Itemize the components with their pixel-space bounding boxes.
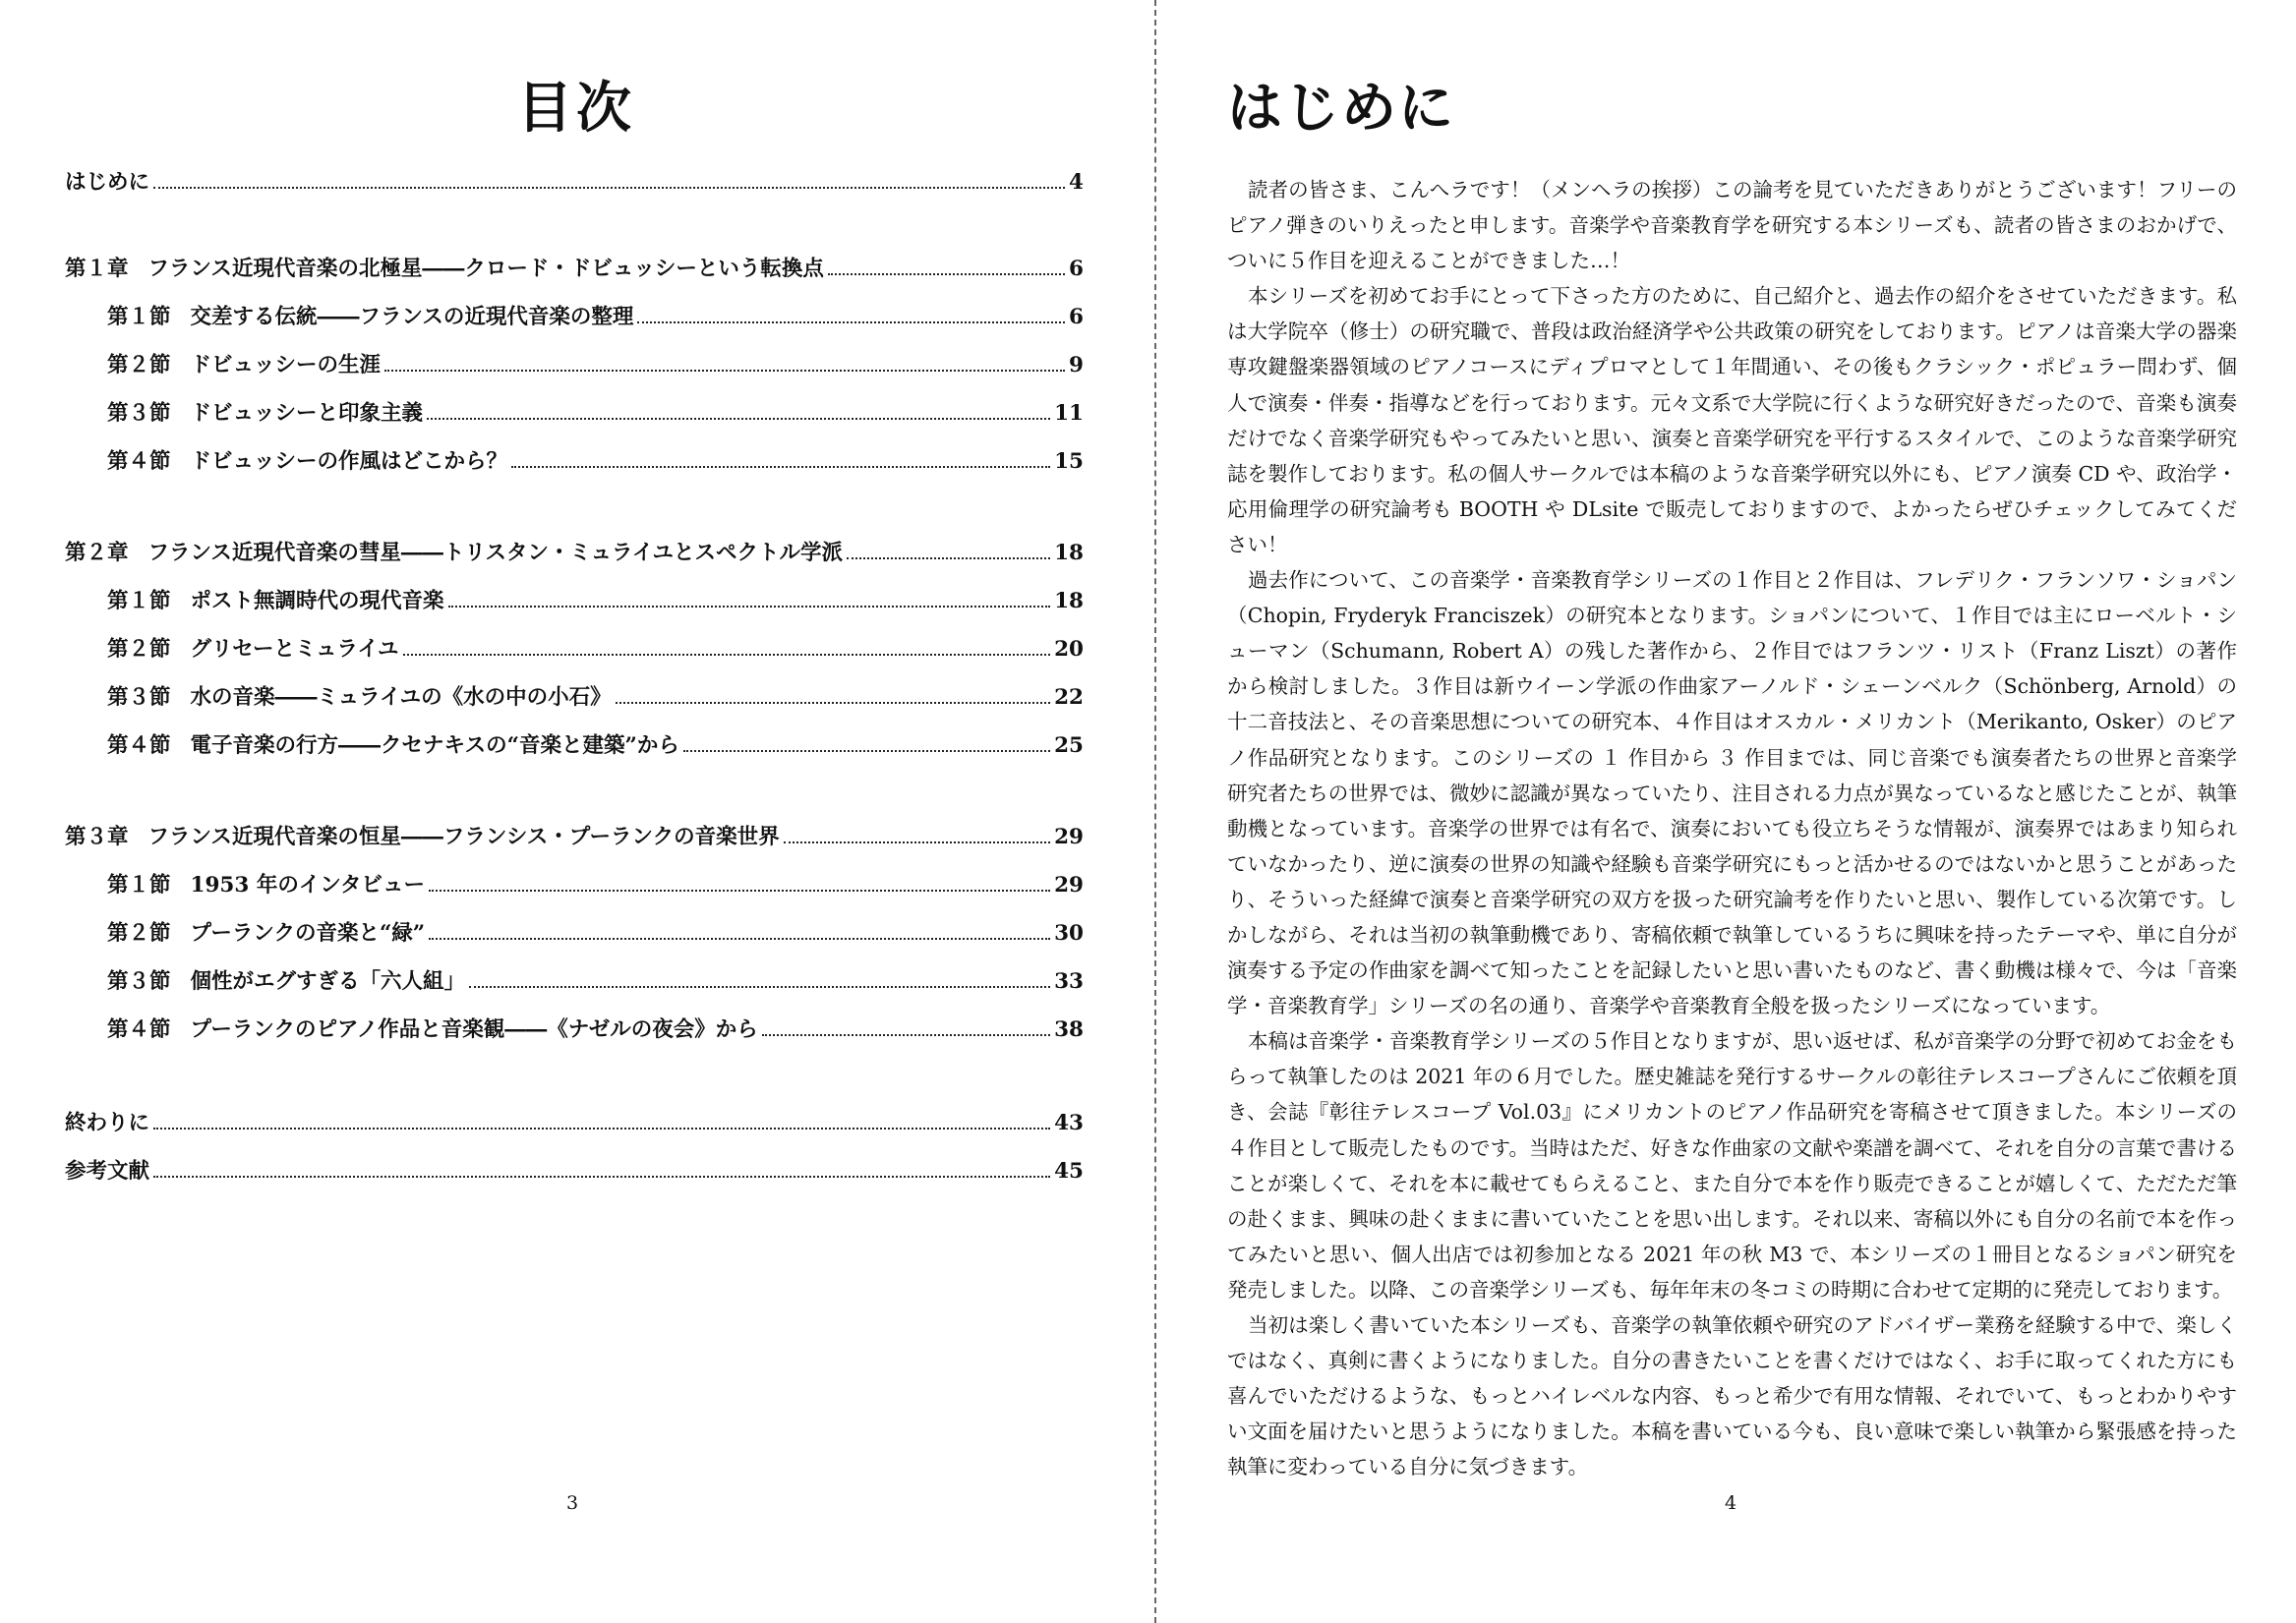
toc-entry-title: プーランクの音楽と“緑” xyxy=(190,921,426,946)
toc-entry-title: グリセーとミュライユ xyxy=(190,637,399,662)
dot-leader xyxy=(469,986,1050,988)
dot-leader xyxy=(429,890,1050,892)
toc-entry-page: 30 xyxy=(1054,921,1084,946)
toc-entry-page: 33 xyxy=(1054,969,1084,994)
toc-entry-conclusion[interactable] xyxy=(65,1106,1084,1135)
toc-entry-section[interactable] xyxy=(65,1013,1084,1042)
intro-paragraph: 本稿は音楽学・音楽教育学シリーズの５作目となりますが、思い返せば、私が音楽学の分野で初めてお金をもらって執筆したのは 2021 年の６月でした。歴史雑誌を発行するサークルの彰往テレスコープさんにご依頼を頂き、会誌『彰往テレスコープ Vol.03』にメリカントのピアノ作品研究を寄稿させて頂きました。本シリーズの４作目として販売したものです。当時はただ、好きな作曲家の文献や楽譜を調べて、それを自分の言葉で書けることが楽しくて、それを本に載せてもらえること、また自分で本を作り販売できることが嬉しくて、ただただ筆の赴くまま、興味の赴くままに書いていたことを思い出します。それ以来、寄稿以外にも自分の名前で本を作ってみたいと思い、個人出店では初参加となる 2021 年の秋 M3 で、本シリーズの１冊目となるショパン研究を発売しました。以降、この音楽学シリーズも、毎年年末の冬コミの時期に合わせて定期的に発売しております。 xyxy=(1227,1029,2237,1302)
dot-leader xyxy=(784,841,1050,843)
toc-entry-page: 4 xyxy=(1069,170,1084,195)
toc-entry-page: 9 xyxy=(1069,353,1084,377)
toc-entry-chapter-2[interactable] xyxy=(65,536,1084,565)
toc-entry-page: 29 xyxy=(1054,873,1084,898)
toc-entry-page: 11 xyxy=(1054,401,1084,426)
toc-entry-page: 6 xyxy=(1069,257,1084,281)
toc-entry-title: 終わりに xyxy=(65,1111,150,1135)
toc-entry-section[interactable] xyxy=(65,680,1084,710)
toc-entry-page: 43 xyxy=(1054,1111,1084,1135)
toc-entry-number: 第１節 xyxy=(107,873,171,898)
toc-entry-title: フランス近現代音楽の彗星――トリスタン・ミュライユとスペクトル学派 xyxy=(147,541,844,565)
dot-leader xyxy=(683,750,1050,752)
toc-entry-page: 18 xyxy=(1054,589,1084,613)
toc-entry-number: 第１節 xyxy=(107,589,171,613)
toc-entry-title: プーランクのピアノ作品と音楽観――《ナゼルの夜会》から xyxy=(190,1017,758,1042)
toc-entry-section[interactable] xyxy=(65,964,1084,994)
toc-entry-section[interactable] xyxy=(65,868,1084,898)
toc-entry-intro[interactable] xyxy=(65,165,1084,195)
toc-entry-chapter-1[interactable] xyxy=(65,252,1084,281)
toc-entry-page: 25 xyxy=(1054,733,1084,758)
toc-entry-number: 第３節 xyxy=(107,685,171,710)
page-divider xyxy=(1154,0,1156,1623)
page-number: 3 xyxy=(566,1492,579,1514)
toc-entry-section[interactable] xyxy=(65,444,1084,474)
toc-entry-page: 6 xyxy=(1069,305,1084,329)
toc-entry-number: 第２章 xyxy=(65,541,129,565)
page-number: 4 xyxy=(1725,1492,1737,1514)
toc-entry-section[interactable] xyxy=(65,632,1084,662)
toc-entry-number: 第１章 xyxy=(65,257,129,281)
toc-entry-section[interactable] xyxy=(65,348,1084,377)
toc-entry-title: 水の音楽――ミュライユの《水の中の小石》 xyxy=(190,685,612,710)
toc-entry-title: 1953 年のインタビュー xyxy=(190,873,425,898)
toc-entry-title: 参考文献 xyxy=(65,1159,150,1184)
dot-leader xyxy=(847,557,1050,559)
toc-entry-title: フランス近現代音楽の北極星――クロード・ドビュッシーという転換点 xyxy=(147,257,824,281)
toc-entry-section[interactable] xyxy=(65,396,1084,426)
toc-entry-number: 第２節 xyxy=(107,637,171,662)
toc-entry-chapter-3[interactable] xyxy=(65,820,1084,849)
dot-leader xyxy=(762,1034,1050,1036)
toc-entry-page: 20 xyxy=(1054,637,1084,662)
toc-entry-section[interactable] xyxy=(65,728,1084,758)
toc-entry-title: フランス近現代音楽の恒星――フランシス・プーランクの音楽世界 xyxy=(147,825,780,849)
toc-entry-title: ドビュッシーの作風はどこから？ xyxy=(190,449,508,474)
dot-leader xyxy=(511,466,1050,468)
toc-entry-title: ドビュッシーの生涯 xyxy=(190,353,382,377)
dot-leader xyxy=(153,1176,1050,1178)
intro-body xyxy=(1227,172,2237,1484)
intro-title: はじめに xyxy=(1227,76,1455,141)
toc-entry-references[interactable] xyxy=(65,1154,1084,1184)
toc-entry-section[interactable] xyxy=(65,300,1084,329)
toc-entry-page: 22 xyxy=(1054,685,1084,710)
dot-leader xyxy=(637,321,1065,323)
toc-entry-number: 第２節 xyxy=(107,921,171,946)
toc-entry-number: 第４節 xyxy=(107,449,171,474)
toc-entry-page: 18 xyxy=(1054,541,1084,565)
toc-entry-title: ドビュッシーと印象主義 xyxy=(190,401,424,426)
toc-title: 目次 xyxy=(517,76,635,141)
dot-leader xyxy=(828,273,1065,275)
toc-entry-number: 第４節 xyxy=(107,733,171,758)
dot-leader xyxy=(153,187,1065,189)
toc-entry-number: 第３章 xyxy=(65,825,129,849)
toc-entry-page: 38 xyxy=(1054,1017,1084,1042)
toc-entry-section[interactable] xyxy=(65,916,1084,946)
toc-entry-number: 第３節 xyxy=(107,969,171,994)
dot-leader xyxy=(427,418,1050,420)
dot-leader xyxy=(448,606,1051,608)
toc-entry-number: 第３節 xyxy=(107,401,171,426)
toc-entry-number: 第２節 xyxy=(107,353,171,377)
toc-entry-page: 45 xyxy=(1054,1159,1084,1184)
toc-entry-title: 交差する伝統――フランスの近現代音楽の整理 xyxy=(190,305,634,329)
toc-entry-title: はじめに xyxy=(65,170,150,195)
intro-paragraph: 当初は楽しく書いていた本シリーズも、音楽学の執筆依頼や研究のアドバイザー業務を経験する中で、楽しくではなく、真剣に書くようになりました。自分の書きたいことを書くだけではなく、お手に取ってくれた方にも喜んでいただけるような、もっとハイレベルな内容、もっと希少で有用な情報、それでいて、もっとわかりやすい文面を届けたいと思うようになりました。本稿を書いている今も、良い意味で楽しい執筆から緊張感を持った執筆に変わっている自分に気づきます。 xyxy=(1227,1313,2237,1479)
intro-paragraph: 本シリーズを初めてお手にとって下さった方のために、自己紹介と、過去作の紹介をさせていただきます。私は大学院卒（修士）の研究職で、普段は政治経済学や公共政策の研究をしております。ピアノは音楽大学の器楽専攻鍵盤楽器領域のピアノコースにディプロマとして１年間通い、その後もクラシック・ポピュラー問わず、個人で演奏・伴奏・指導などを行っております。元々文系で大学院に行くような研究好きだったので、音楽も演奏だけでなく音楽学研究もやってみたいと思い、演奏と音楽学研究を平行するスタイルで、このような音楽学研究誌を製作しております。私の個人サークルでは本稿のような音楽学研究以外にも、ピアノ演奏 CD や、政治学・応用倫理学の研究論考も BOOTH や DLsite で販売しておりますので、よかったらぜひチェックしてみてください！ xyxy=(1227,284,2237,556)
toc-entry-number: 第１節 xyxy=(107,305,171,329)
dot-leader xyxy=(616,702,1050,704)
dot-leader xyxy=(429,938,1050,940)
toc-entry-number: 第４節 xyxy=(107,1017,171,1042)
intro-page xyxy=(1158,0,2296,1623)
toc-entry-title: 電子音楽の行方――クセナキスの“音楽と建築”から xyxy=(190,733,679,758)
toc-entry-section[interactable] xyxy=(65,584,1084,613)
intro-paragraph: 過去作について、この音楽学・音楽教育学シリーズの１作目と２作目は、フレデリク・フランソワ・ショパン（Chopin, Fryderyk Franciszek）の研究本となります。ショパンについて、１作目では主にローベルト・シューマン（Schumann, Robert A）の残した著作から、２作目ではフランツ・リスト（Franz Liszt）の著作から検討しました。３作目は新ウイーン学派の作曲家アーノルド・シェーンベルク（Schönberg, Arnold）の十二音技法と、その音楽思想についての研究本、４作目はオスカル・メリカント（Merikanto, Osker）のピアノ作品研究となります。このシリーズの １ 作目から ３ 作目までは、同じ音楽でも演奏者たちの世界と音楽学研究者たちの世界では、微妙に認識が異なっていたり、注目される力点が異なっているなと感じたことが、執筆動機となっています。音楽学の世界では有名で、演奏においても役立ちそうな情報が、演奏界ではあまり知られていなかったり、逆に演奏の世界の知識や経験も音楽学研究にもっと活かせるのではないかと思うことがあったり、そういった経緯で演奏と音楽学研究の双方を扱った研究論考を作りたいと思い、製作している次第です。しかしながら、それは当初の執筆動機であり、寄稿依頼で執筆しているうちに興味を持ったテーマや、単に自分が演奏する予定の作曲家を調べて知ったことを記録したいと思い書いたものなど、書く動機は様々で、今は「音楽学・音楽教育学」シリーズの名の通り、音楽学や音楽教育全般を扱ったシリーズになっています。 xyxy=(1227,568,2237,1018)
dot-leader xyxy=(403,654,1051,656)
intro-paragraph: 読者の皆さま、こんへラです！（メンヘラの挨拶）この論考を見ていただきありがとうございます！フリーのピアノ弾きのいりえったと申します。音楽学や音楽教育学を研究する本シリーズも、読者の皆さまのおかげで、ついに５作目を迎えることができました…！ xyxy=(1227,178,2237,273)
toc-entry-page: 15 xyxy=(1054,449,1084,474)
toc-entry-title: 個性がエグすぎる「六人組」 xyxy=(190,969,466,994)
toc-entry-page: 29 xyxy=(1054,825,1084,849)
toc-entry-title: ポスト無調時代の現代音楽 xyxy=(190,589,444,613)
dot-leader xyxy=(384,370,1065,372)
dot-leader xyxy=(153,1128,1050,1130)
